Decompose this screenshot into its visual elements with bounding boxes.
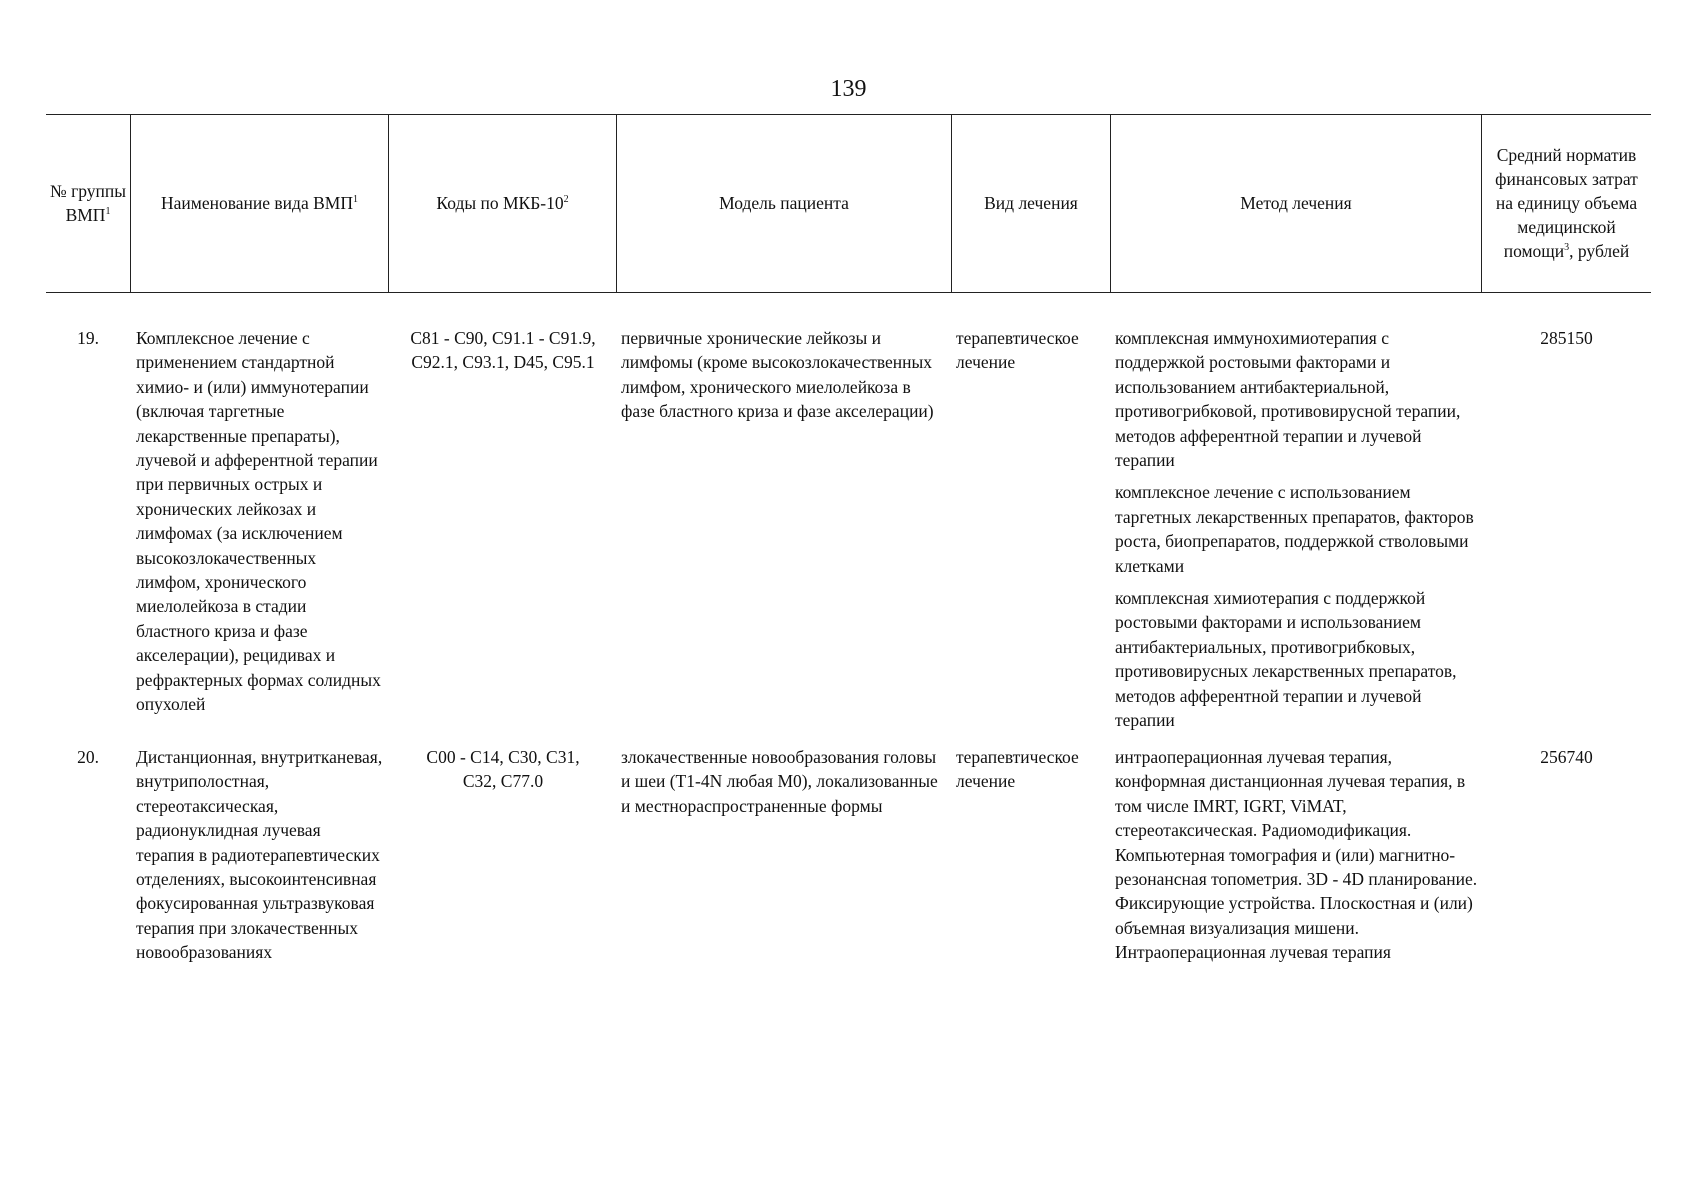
header-codes [389,114,616,292]
row-20-method-1: интраоперационная лучевая терапия, конформная дистанционная лучевая терапия, в том числе IMRT, IGRT, ViMAT, стереотаксическая. Радиомодификация. Компьютерная томография и (или) магнитно-резонансная топометрия. 3D - 4D планирование. Фиксирующие устройства. Плоскостная и (или) объемная визуализация мишени. Интраоперационная лучевая терапия [1115,747,1478,963]
row-19-model: первичные хронические лейкозы и лимфомы (кроме высокозлокачественных лимфом, хронического миелолейкоза в фазе бластного криза и фазе акселерации) [621,328,934,422]
row-20-cost: 256740 [1540,747,1593,767]
header-group-no-footnote: 1 [105,206,111,218]
row-19-cost: 285150 [1540,328,1593,348]
row-20-model: злокачественные новообразования головы и шеи (T1-4N любая M0), локализованные и местнораспространенные формы [621,747,938,816]
header-cost-unit: , рублей [1569,241,1630,261]
row-20-codes: C00 - C14, C30, C31, C32, C77.0 [426,747,580,792]
row-19-methods [1115,326,1479,741]
header-method-text: Метод лечения [1240,193,1352,213]
header-cost [1482,114,1651,292]
header-name-text: Наименование вида ВМП [161,193,353,213]
header-cost-text: Средний норматив финансовых затрат на единицу объема медицинской помощи [1495,145,1638,261]
row-20-treatment: терапевтическое лечение [956,747,1079,792]
row-19-name: Комплексное лечение с применением стандартной химио- и (или) иммунотерапии (включая таргетные лекарственные препараты), лучевой и афферентной терапии при первичных острых и хронических лейкозах и лимфомах (за исключением высокозлокачественных лимфом, хронического миелолейкоза в стадии бластного криза и фазе акселерации), рецидивах и рефрактерных формах солидных опухолей [136,328,381,715]
header-group-no [46,114,130,292]
row-19-num: 19. [77,328,99,348]
header-codes-footnote: 2 [563,194,569,206]
header-model-text: Модель пациента [719,193,849,213]
row-19-method-2: комплексное лечение с использованием таргетных лекарственных препаратов, факторов роста, биопрепаратов, поддержкой стволовыми клетками [1115,482,1474,576]
page-number: 139 [830,76,867,102]
row-20-num: 20. [77,747,99,767]
row-20-name: Дистанционная, внутритканевая, внутриполостная, стереотаксическая, радионуклидная лучевая терапия в радиотерапевтических отделениях, высокоинтенсивная фокусированная ультразвуковая терапия при злокачественных новообразованиях [136,747,383,963]
row-20-methods [1115,745,1479,973]
header-name [131,114,388,292]
header-method [1111,114,1481,292]
row-19-method-3: комплексная химиотерапия с поддержкой ростовыми факторами и использованием антибактериальных, противогрибковых, противовирусных лекарственных препаратов, методов афферентной терапии и лучевой терапии [1115,588,1457,731]
row-19-method-1: комплексная иммунохимиотерапия с поддержкой ростовыми факторами и использованием антибактериальной, противогрибковой, противовирусной терапии, методов афферентной терапии и лучевой терапии [1115,328,1461,471]
row-19-treatment: терапевтическое лечение [956,328,1079,373]
header-model [617,114,951,292]
header-bottom-rule [46,292,1651,293]
row-19-codes: C81 - C90, C91.1 - C91.9, C92.1, C93.1, D45, C95.1 [410,328,596,373]
header-treatment-type-text: Вид лечения [984,193,1078,213]
header-cost-footnote: 3 [1564,242,1570,254]
header-name-footnote: 1 [352,194,358,206]
header-group-no-text: № группы ВМП [50,181,127,225]
header-codes-text: Коды по МКБ-10 [436,193,564,213]
header-treatment-type [952,114,1110,292]
